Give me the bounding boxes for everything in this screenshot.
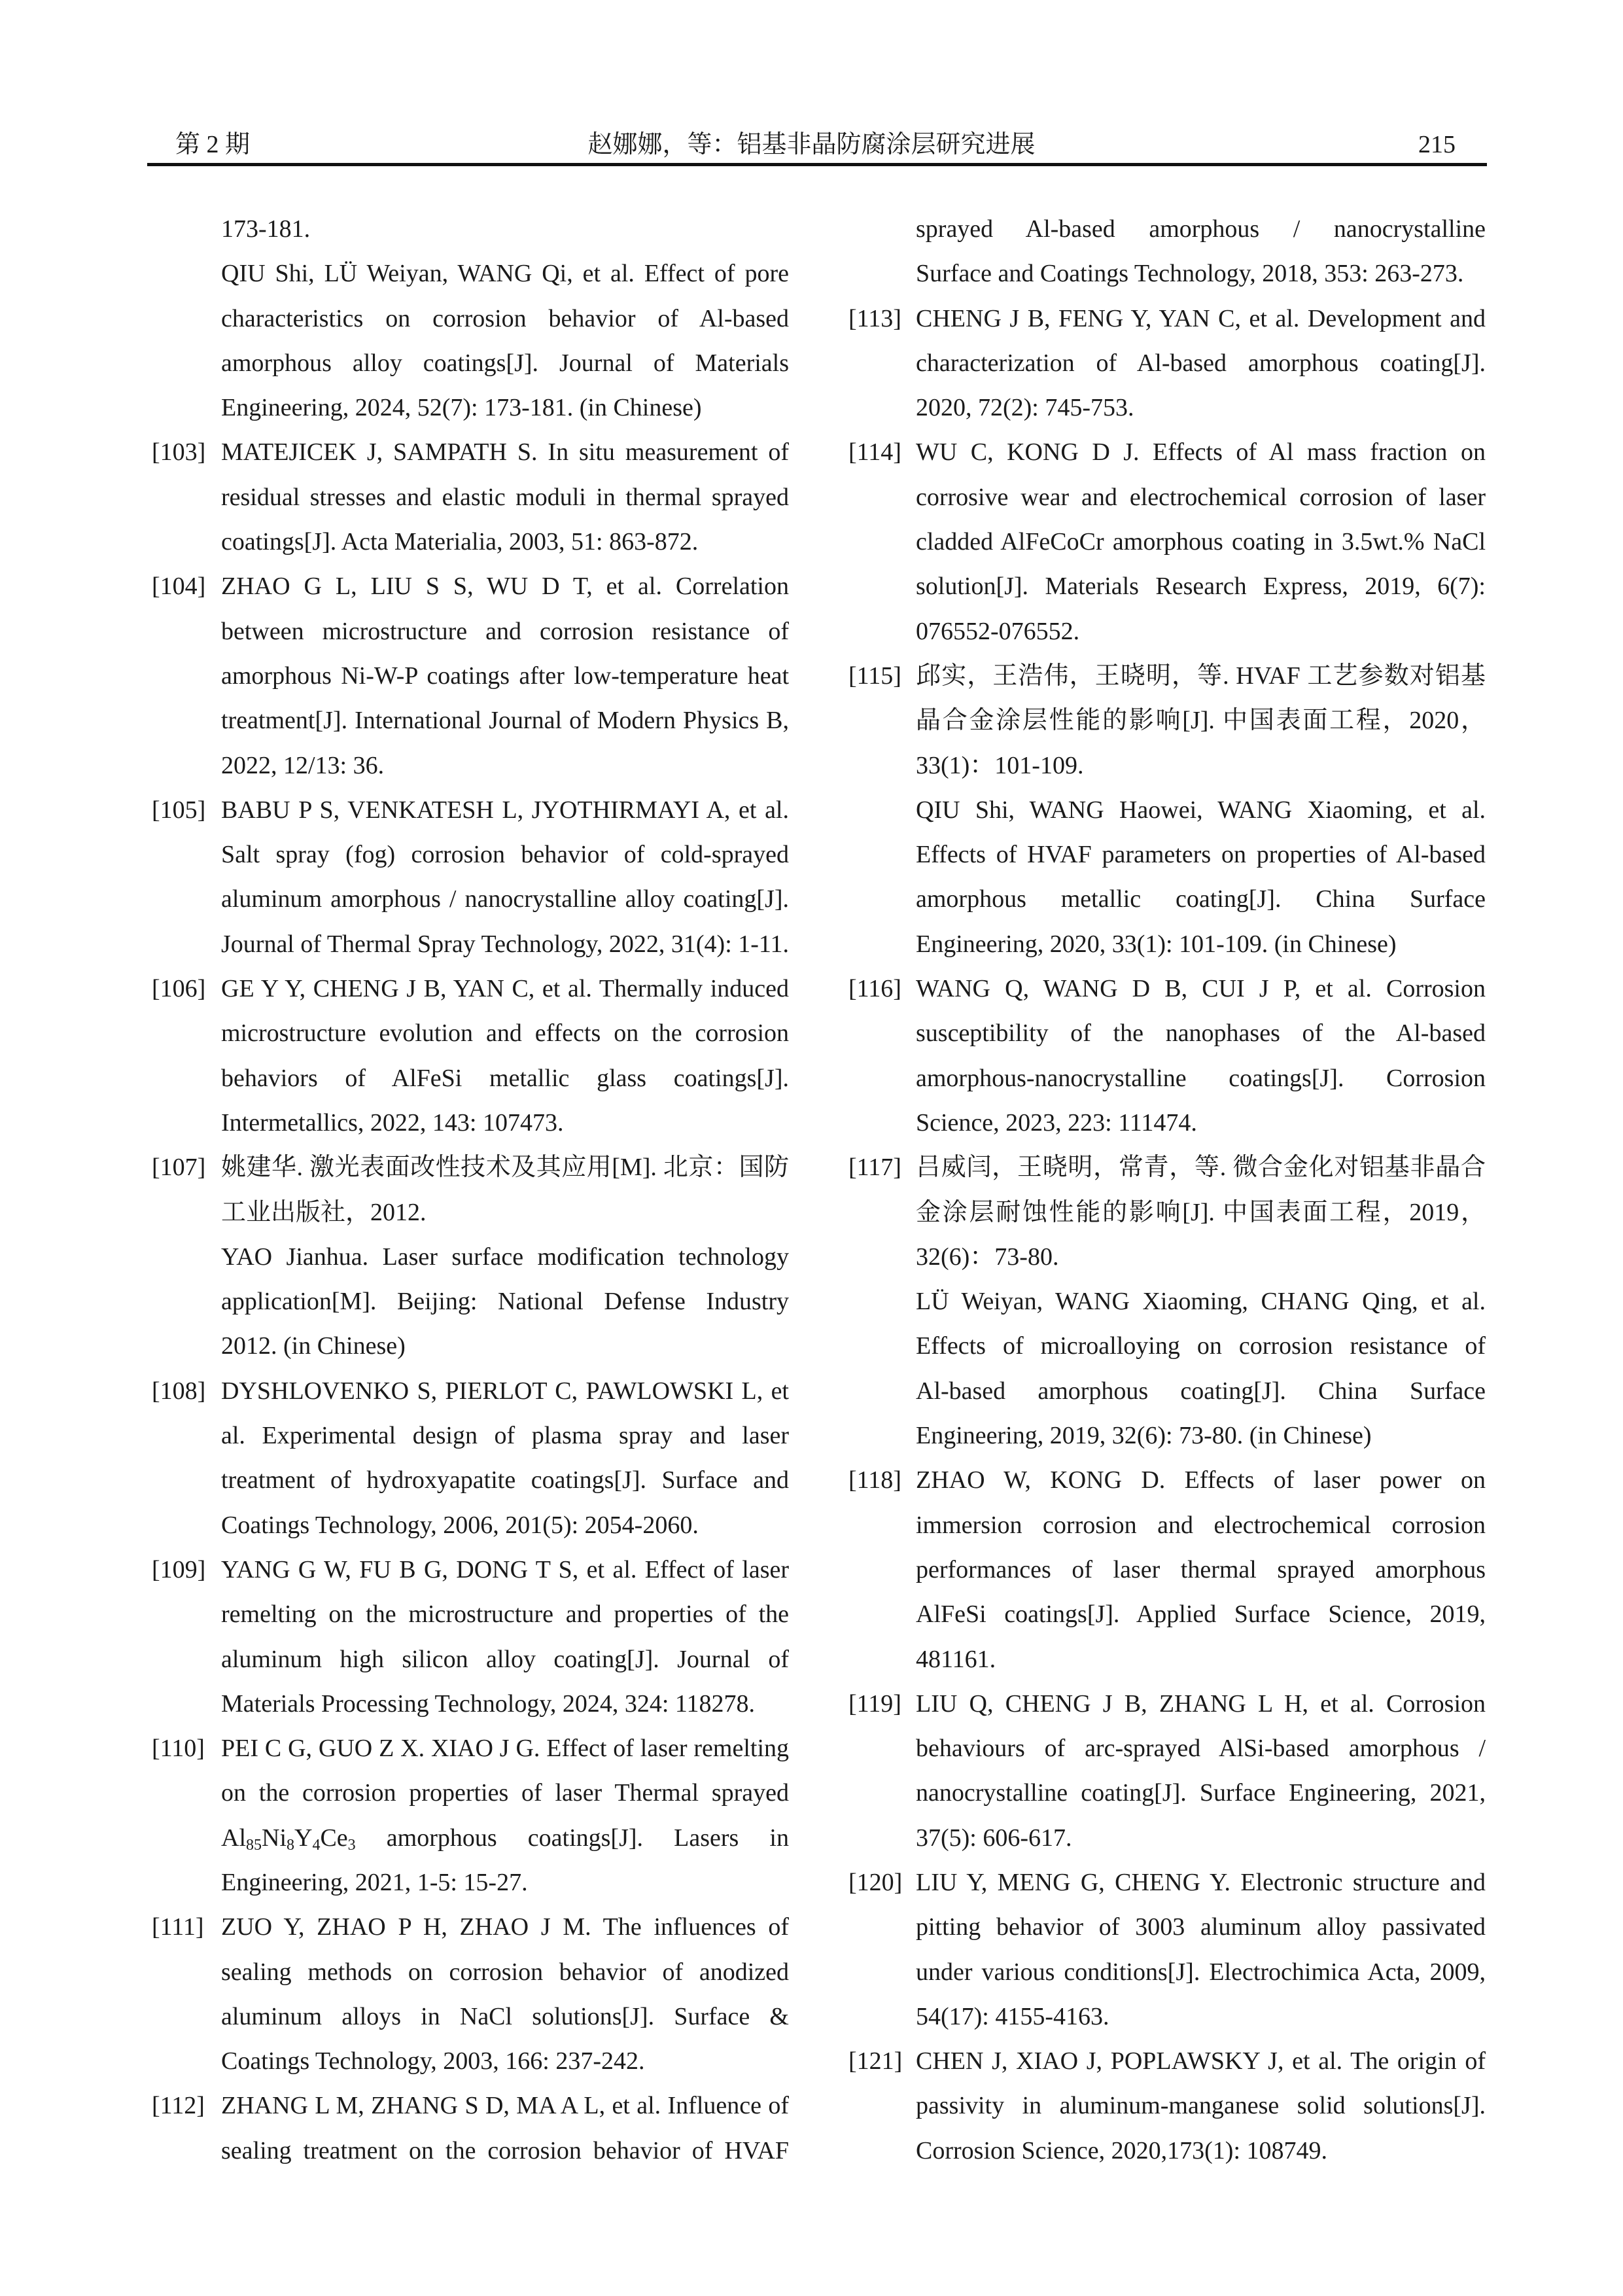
references-right-column xyxy=(848,207,1486,2173)
text-segment: amorphous coatings[J]. Lasers in xyxy=(355,1824,789,1852)
reference-entry xyxy=(848,1145,1486,1279)
reference-number: [116] xyxy=(848,975,901,1003)
reference-line: QIU Shi, LÜ Weiyan, WANG Qi, et al. Effect of pore xyxy=(221,260,789,288)
reference-number: [118] xyxy=(848,1466,901,1494)
reference-line: Effects of HVAF parameters on properties of Al-based xyxy=(916,841,1486,869)
journal-issue: 第 2 期 xyxy=(175,131,251,158)
reference-line: 33(1)：101-109. xyxy=(916,751,1084,779)
reference-line: ZHANG L M, ZHANG S D, MA A L, et al. Influence of xyxy=(221,2092,789,2120)
reference-line: Engineering, 2024, 52(7): 173-181. (in Chinese) xyxy=(221,394,702,422)
reference-line: Corrosion Science, 2020,173(1): 108749. xyxy=(916,2136,1328,2164)
reference-line: immersion corrosion and electrochemical corrosion xyxy=(916,1511,1486,1539)
reference-number: [109] xyxy=(152,1555,206,1583)
reference-line: cladded AlFeCoCr amorphous coating in 3.5wt.% NaCl xyxy=(916,528,1486,556)
reference-line: 173-181. xyxy=(221,215,311,243)
reference-line: amorphous Ni-W-P coatings after low-temperature heat xyxy=(221,662,789,690)
reference-entry xyxy=(152,1547,790,1726)
reference-line: amorphous alloy coatings[J]. Journal of Materials xyxy=(221,349,789,377)
reference-line: on the corrosion properties of laser Thermal sprayed xyxy=(221,1779,789,1807)
reference-line: CHENG J B, FENG Y, YAN C, et al. Development and xyxy=(916,304,1486,332)
reference-line: microstructure evolution and effects on the corrosion xyxy=(221,1019,789,1048)
reference-line: characterization of Al-based amorphous coating[J]. xyxy=(916,349,1486,377)
reference-entry xyxy=(848,788,1486,966)
reference-line: 邱实，王浩伟，王晓明，等. HVAF 工艺参数对铝基 xyxy=(916,662,1486,690)
reference-number: [107] xyxy=(152,1154,206,1182)
reference-number: [114] xyxy=(848,438,901,467)
reference-line: Materials Processing Technology, 2024, 324: 118278. xyxy=(221,1689,755,1718)
reference-line: 32(6)：73-80. xyxy=(916,1243,1059,1271)
reference-line: sealing methods on corrosion behavior of anodized xyxy=(221,1958,789,1986)
reference-entry xyxy=(152,251,790,430)
reference-line: Salt spray (fog) corrosion behavior of cold-sprayed xyxy=(221,841,789,869)
reference-line: LIU Y, MENG G, CHENG Y. Electronic structure and xyxy=(916,1868,1486,1896)
reference-entry xyxy=(152,788,790,966)
reference-entry xyxy=(848,430,1486,653)
reference-line: Engineering, 2020, 33(1): 101-109. (in Chinese) xyxy=(916,930,1397,958)
reference-line: Engineering, 2019, 32(6): 73-80. (in Chinese) xyxy=(916,1422,1372,1450)
reference-line: behaviors of AlFeSi metallic glass coatings[J]. xyxy=(221,1064,789,1092)
reference-line: CHEN J, XIAO J, POPLAWSKY J, et al. The origin of xyxy=(916,2047,1486,2075)
reference-line: application[M]. Beijing: National Defense Industry xyxy=(221,1288,789,1316)
reference-line: corrosive wear and electrochemical corrosion of laser xyxy=(916,483,1486,511)
reference-line: Intermetallics, 2022, 143: 107473. xyxy=(221,1108,564,1137)
reference-entry xyxy=(152,1145,790,1235)
reference-line: 2022, 12/13: 36. xyxy=(221,751,385,779)
running-title: 赵娜娜，等：铝基非晶防腐涂层研究进展 xyxy=(587,131,1036,158)
reference-number: [119] xyxy=(848,1689,901,1718)
reference-line: Science, 2023, 223: 111474. xyxy=(916,1108,1197,1137)
reference-line: sprayed Al-based amorphous / nanocrystalline xyxy=(916,215,1486,243)
subscript: 8 xyxy=(287,1836,294,1854)
reference-line: AlFeSi coatings[J]. Applied Surface Science, 2019, xyxy=(916,1600,1486,1629)
reference-line: under various conditions[J]. Electrochimica Acta, 2009, xyxy=(916,1958,1486,1986)
reference-line: ZHAO G L, LIU S S, WU D T, et al. Correlation xyxy=(221,573,789,601)
reference-number: [113] xyxy=(848,304,901,332)
reference-entry xyxy=(848,296,1486,431)
reference-number: [103] xyxy=(152,438,206,467)
reference-line: ZUO Y, ZHAO P H, ZHAO J M. The influences of xyxy=(221,1913,789,1941)
reference-line xyxy=(221,1816,789,1860)
reference-line: Effects of microalloying on corrosion resistance of xyxy=(916,1332,1486,1360)
reference-line: DYSHLOVENKO S, PIERLOT C, PAWLOWSKI L, et xyxy=(221,1377,789,1405)
reference-line: YANG G W, FU B G, DONG T S, et al. Effect of laser xyxy=(221,1555,789,1583)
reference-entry xyxy=(848,1279,1486,1458)
reference-entry xyxy=(848,966,1486,1145)
subscript: 85 xyxy=(246,1836,262,1854)
reference-line: coatings[J]. Acta Materialia, 2003, 51: 863-872. xyxy=(221,528,699,556)
reference-line: QIU Shi, WANG Haowei, WANG Xiaoming, et al. xyxy=(916,796,1486,824)
reference-entry xyxy=(848,207,1486,296)
reference-line: 2020, 72(2): 745-753. xyxy=(916,394,1134,422)
reference-number: [110] xyxy=(152,1735,205,1763)
reference-line: 54(17): 4155-4163. xyxy=(916,2002,1109,2030)
reference-line: susceptibility of the nanophases of the Al-based xyxy=(916,1019,1486,1048)
reference-number: [105] xyxy=(152,796,206,824)
reference-line: al. Experimental design of plasma spray and laser xyxy=(221,1422,789,1450)
reference-line: 吕威闫，王晓明，常青，等. 微合金化对铝基非晶合 xyxy=(916,1154,1486,1182)
reference-line: 076552-076552. xyxy=(916,617,1080,645)
reference-line: Engineering, 2021, 1-5: 15-27. xyxy=(221,1868,528,1896)
reference-line: LIU Q, CHENG J B, ZHANG L H, et al. Corrosion xyxy=(916,1689,1486,1718)
reference-line: WU C, KONG D J. Effects of Al mass fraction on xyxy=(916,438,1486,467)
reference-line: YAO Jianhua. Laser surface modification technology xyxy=(221,1243,789,1271)
reference-number: [108] xyxy=(152,1377,206,1405)
reference-entry xyxy=(152,430,790,564)
reference-line: pitting behavior of 3003 aluminum alloy passivated xyxy=(916,1913,1486,1941)
reference-line: Coatings Technology, 2006, 201(5): 2054-2060. xyxy=(221,1511,699,1539)
reference-line: PEI C G, GUO Z X. XIAO J G. Effect of laser remelting xyxy=(221,1735,789,1763)
reference-number: [106] xyxy=(152,975,206,1003)
reference-line: Journal of Thermal Spray Technology, 2022, 31(4): 1-11. xyxy=(221,930,789,958)
reference-line: aluminum amorphous / nanocrystalline alloy coating[J]. xyxy=(221,885,789,913)
reference-line: Surface and Coatings Technology, 2018, 353: 263-273. xyxy=(916,260,1464,288)
reference-entry xyxy=(848,1860,1486,2039)
reference-line: 481161. xyxy=(916,1645,996,1673)
text-segment: Ce xyxy=(320,1824,348,1852)
reference-line: behaviours of arc-sprayed AlSi-based amorphous / xyxy=(916,1735,1486,1763)
reference-line: nanocrystalline coating[J]. Surface Engineering, 2021, xyxy=(916,1779,1486,1807)
reference-line: Al-based amorphous coating[J]. China Surface xyxy=(916,1377,1486,1405)
reference-line: characteristics on corrosion behavior of Al-based xyxy=(221,304,789,332)
reference-entry xyxy=(152,564,790,787)
reference-line: 工业出版社，2012. xyxy=(221,1198,427,1226)
reference-line: 晶合金涂层性能的影响[J]. 中国表面工程，2020， xyxy=(916,707,1486,735)
reference-number: [111] xyxy=(152,1913,204,1941)
references-left-column xyxy=(152,207,790,2173)
reference-line: BABU P S, VENKATESH L, JYOTHIRMAYI A, et al. xyxy=(221,796,789,824)
reference-entry xyxy=(152,2083,790,2173)
reference-line: solution[J]. Materials Research Express, 2019, 6(7): xyxy=(916,573,1486,601)
reference-line: MATEJICEK J, SAMPATH S. In situ measurement of xyxy=(221,438,789,467)
reference-line: between microstructure and corrosion resistance of xyxy=(221,617,789,645)
text-segment: Y xyxy=(294,1824,313,1852)
reference-line: performances of laser thermal sprayed amorphous xyxy=(916,1555,1486,1583)
reference-entry xyxy=(152,1235,790,1369)
reference-number: [115] xyxy=(848,662,901,690)
reference-line: sealing treatment on the corrosion behavior of HVAF xyxy=(221,2136,789,2164)
reference-line: 2012. (in Chinese) xyxy=(221,1332,406,1360)
reference-line: WANG Q, WANG D B, CUI J P, et al. Corrosion xyxy=(916,975,1486,1003)
reference-entry xyxy=(848,1458,1486,1681)
reference-entry xyxy=(152,1369,790,1547)
reference-line: ZHAO W, KONG D. Effects of laser power on xyxy=(916,1466,1486,1494)
text-segment: Al xyxy=(221,1824,246,1852)
page-number: 215 xyxy=(1418,131,1456,158)
reference-entry xyxy=(848,1682,1486,1860)
reference-line: passivity in aluminum-manganese solid solutions[J]. xyxy=(916,2092,1486,2120)
reference-entry xyxy=(848,654,1486,788)
reference-line: aluminum alloys in NaCl solutions[J]. Surface & xyxy=(221,2002,789,2030)
reference-line: GE Y Y, CHENG J B, YAN C, et al. Thermally induced xyxy=(221,975,789,1003)
reference-number: [104] xyxy=(152,573,206,601)
header-rule xyxy=(147,163,1487,166)
reference-line: LÜ Weiyan, WANG Xiaoming, CHANG Qing, et al. xyxy=(916,1288,1486,1316)
subscript: 4 xyxy=(312,1836,321,1854)
reference-number: [112] xyxy=(152,2092,205,2120)
reference-line: treatment[J]. International Journal of Modern Physics B, xyxy=(221,707,789,735)
reference-line: 37(5): 606-617. xyxy=(916,1824,1072,1852)
reference-entry xyxy=(848,2039,1486,2173)
subscript: 3 xyxy=(347,1836,356,1854)
reference-line: 金涂层耐蚀性能的影响[J]. 中国表面工程，2019， xyxy=(916,1198,1486,1226)
reference-number: [121] xyxy=(848,2047,903,2075)
reference-number: [120] xyxy=(848,1868,903,1896)
reference-line: treatment of hydroxyapatite coatings[J]. Surface and xyxy=(221,1466,789,1494)
reference-line: aluminum high silicon alloy coating[J]. Journal of xyxy=(221,1645,789,1673)
reference-line: remelting on the microstructure and properties of the xyxy=(221,1600,789,1629)
reference-entry xyxy=(152,207,790,251)
text-segment: Ni xyxy=(262,1824,287,1852)
reference-line: amorphous-nanocrystalline coatings[J]. Corrosion xyxy=(916,1064,1486,1092)
reference-entry xyxy=(152,1726,790,1905)
reference-line: residual stresses and elastic moduli in thermal sprayed xyxy=(221,483,789,511)
reference-line: Coatings Technology, 2003, 166: 237-242. xyxy=(221,2047,645,2075)
reference-number: [117] xyxy=(848,1154,901,1182)
reference-line: amorphous metallic coating[J]. China Surface xyxy=(916,885,1486,913)
reference-entry xyxy=(152,1905,790,2083)
reference-line: 姚建华. 激光表面改性技术及其应用[M]. 北京：国防 xyxy=(221,1154,789,1182)
reference-entry xyxy=(152,966,790,1145)
